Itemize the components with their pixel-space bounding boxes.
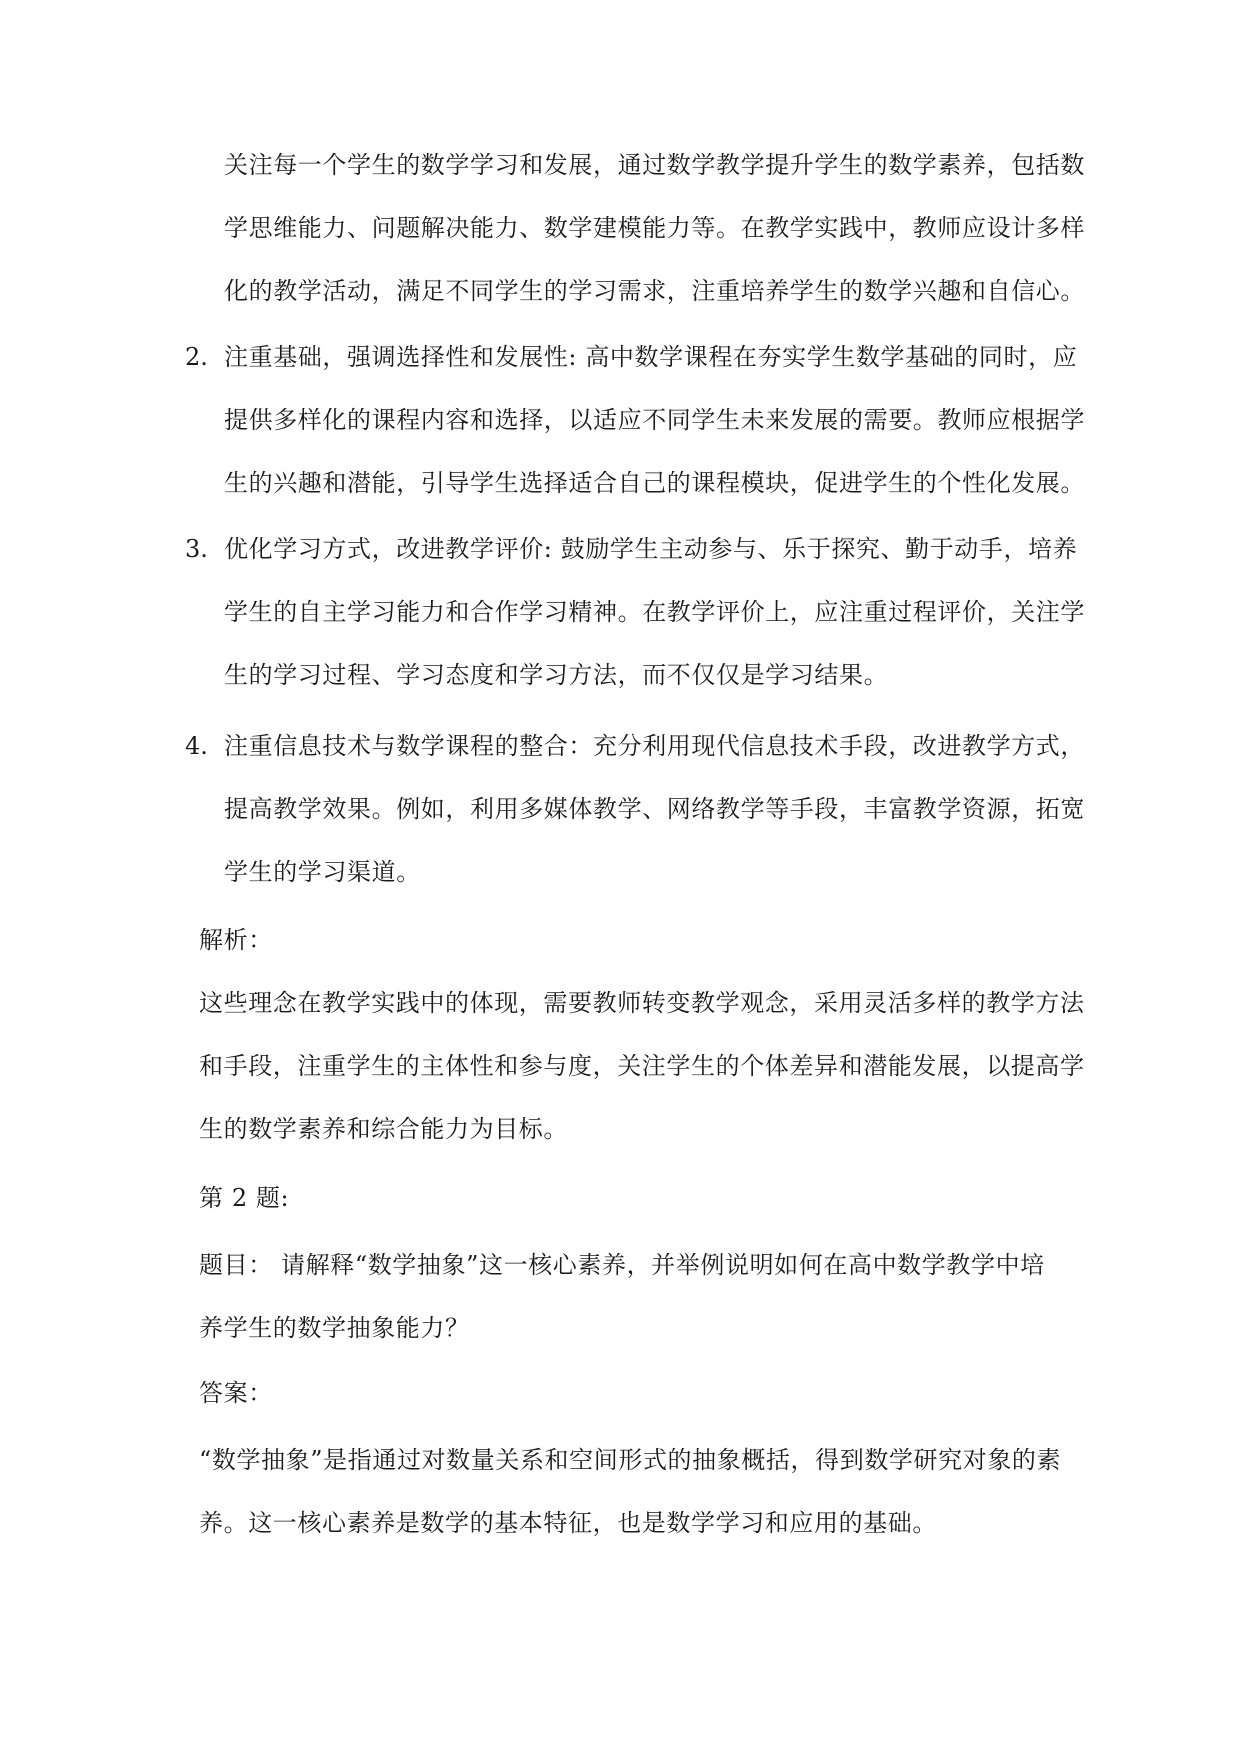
text-line: 和手段，注重学生的主体性和参与度，关注学生的个体差异和潜能发展，以提高学 bbox=[199, 1052, 1085, 1080]
text-line: 生的学习过程、学习态度和学习方法，而不仅仅是学习结果。 bbox=[224, 661, 889, 689]
text-line: 提供多样化的课程内容和选择，以适应不同学生未来发展的需要。教师应根据学 bbox=[224, 406, 1085, 434]
text-line: 注重信息技术与数学课程的整合：充分利用现代信息技术手段，改进教学方式， bbox=[224, 732, 1085, 760]
question-prompt-line: 题目： 请解释“数学抽象”这一核心素养，并举例说明如何在高中数学教学中培 bbox=[199, 1251, 1045, 1279]
text-line: 提高教学效果。例如，利用多媒体教学、网络教学等手段，丰富教学资源，拓宽 bbox=[224, 795, 1085, 823]
analysis-label: 解析： bbox=[199, 926, 273, 954]
text-line: 优化学习方式，改进教学评价: 鼓励学生主动参与、乐于探究、勤于动手，培养 bbox=[224, 535, 1078, 563]
text-line: 注重基础，强调选择性和发展性: 高中数学课程在夯实学生数学基础的同时，应 bbox=[224, 343, 1078, 371]
answer-line: 养。这一核心素养是数学的基本特征，也是数学学习和应用的基础。 bbox=[199, 1509, 937, 1537]
list-number: 4. bbox=[185, 732, 208, 760]
text-line: 学思维能力、问题解决能力、数学建模能力等。在教学实践中，教师应设计多样 bbox=[224, 214, 1085, 242]
question-prompt-line: 养学生的数学抽象能力？ bbox=[199, 1314, 470, 1342]
text-line: 生的数学素养和综合能力为目标。 bbox=[199, 1115, 568, 1143]
list-number: 3. bbox=[185, 535, 208, 563]
text-line: 学生的学习渠道。 bbox=[224, 858, 421, 886]
question-heading: 第 2 题: bbox=[199, 1184, 290, 1212]
text-line: 这些理念在教学实践中的体现，需要教师转变教学观念，采用灵活多样的教学方法 bbox=[199, 989, 1085, 1017]
answer-label: 答案： bbox=[199, 1379, 273, 1407]
text-line: 关注每一个学生的数学学习和发展，通过数学教学提升学生的数学素养，包括数 bbox=[224, 151, 1085, 179]
text-line: 化的教学活动，满足不同学生的学习需求，注重培养学生的数学兴趣和自信心。 bbox=[224, 277, 1085, 305]
list-number: 2. bbox=[185, 343, 208, 371]
text-line: 生的兴趣和潜能，引导学生选择适合自己的课程模块，促进学生的个性化发展。 bbox=[224, 469, 1085, 497]
answer-line: “数学抽象”是指通过对数量关系和空间形式的抽象概括，得到数学研究对象的素 bbox=[199, 1446, 1062, 1474]
text-line: 学生的自主学习能力和合作学习精神。在教学评价上，应注重过程评价，关注学 bbox=[224, 598, 1085, 626]
